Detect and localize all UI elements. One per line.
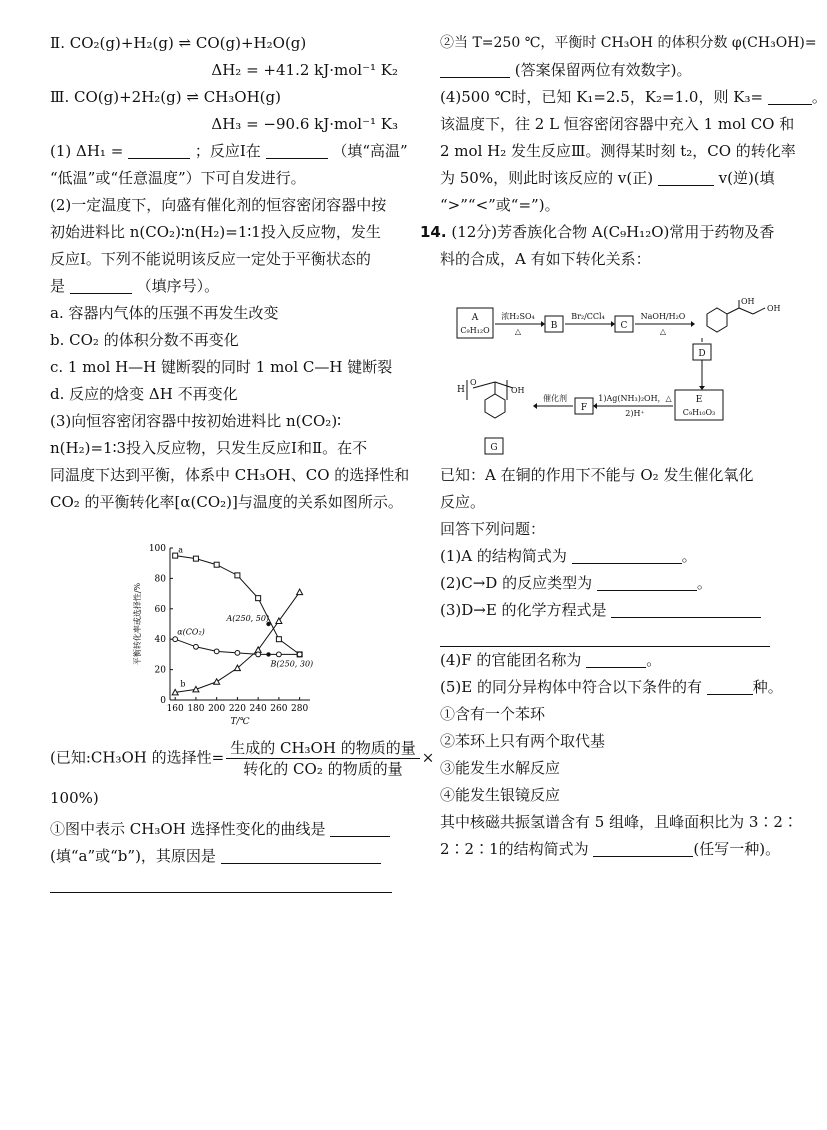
- sub1-line-2: [50, 843, 402, 870]
- annotation-label: A(250, 50): [226, 614, 270, 623]
- part4-text: (4)F 的官能团名称为: [440, 651, 582, 669]
- x-tick-label: 240: [249, 704, 267, 714]
- sub2-line-2: [440, 57, 780, 84]
- q4-text-e: v(逆)(填: [718, 169, 775, 187]
- q4-text-a: (4)500 ℃时，已知 K₁=2.5，K₂=1.0，则 K₃=: [440, 88, 764, 106]
- diol-oh-2: OH: [767, 304, 781, 313]
- q1-text-c: （填“高温”: [332, 142, 408, 160]
- part5-blank[interactable]: [707, 678, 753, 695]
- part-3: [440, 597, 780, 624]
- x-tick-label: 180: [187, 704, 205, 714]
- q2-text-d: 是: [50, 277, 66, 295]
- sub1-line-1: [50, 816, 402, 843]
- fraction-denominator: 转化的 CO₂ 的物质的量: [243, 760, 403, 778]
- arrow-fg-catalyst: 催化剂: [543, 394, 567, 403]
- condition-2: ②苯环上只有两个取代基: [440, 732, 606, 750]
- fraction-numerator: 生成的 CH₃OH 的物质的量: [226, 738, 420, 759]
- point-alpha: [214, 649, 219, 654]
- x-tick-label: 220: [228, 704, 247, 714]
- part-5: [440, 674, 783, 701]
- part3-text: (3)D→E 的化学方程式是: [440, 601, 607, 619]
- question-14-number: 14.: [420, 223, 447, 241]
- arrow3-condition: △: [659, 327, 667, 336]
- point-a: [256, 596, 261, 601]
- q3-line-4: CO₂ 的平衡转化率[α(CO₂)]与温度的关系如图所示。: [50, 493, 403, 511]
- q4-text-d: 为 50%，则此时该反应的 v(正): [440, 169, 654, 187]
- reaction-3-enthalpy: ΔH₃ = −90.6 kJ·mol⁻¹ K₃: [211, 115, 398, 133]
- chart-axes: [149, 544, 310, 714]
- box-d-label: D: [698, 349, 706, 359]
- definition-times: ×: [421, 748, 435, 767]
- part3-blank[interactable]: [611, 601, 761, 618]
- annotation-label: B(250, 30): [270, 659, 314, 669]
- polymer-h: H: [457, 385, 465, 395]
- x-axis-label: T/℃: [230, 717, 250, 727]
- option-c: c. 1 mol H—H 键断裂的同时 1 mol C—H 键断裂: [50, 358, 393, 376]
- q1-answer-blank-2[interactable]: [266, 142, 328, 159]
- selectivity-fraction: [226, 738, 420, 779]
- sub1-reason-blank[interactable]: [221, 847, 381, 864]
- y-tick-label: 100: [148, 544, 166, 554]
- q1-answer-blank-1[interactable]: [128, 142, 190, 159]
- q4-answer-blank-2[interactable]: [658, 169, 714, 186]
- chart-series: [172, 553, 302, 695]
- part5-unit: 种。: [752, 678, 783, 696]
- nmr-line-1: 其中核磁共振氢谱含有 5 组峰，且峰面积比为 3∶2∶: [440, 813, 798, 831]
- sub1-reason-blank-line[interactable]: [50, 870, 392, 893]
- nmr-text-b: 2∶2∶1的结构简式为: [440, 840, 589, 858]
- option-a: a. 容器内气体的压强不再发生改变: [50, 304, 279, 322]
- part5-text: (5)E 的同分异构体中符合以下条件的有: [440, 678, 702, 696]
- point-alpha: [173, 637, 178, 642]
- q14-line-2: 料的合成，A 有如下转化关系：: [440, 250, 651, 268]
- box-a-label: A: [471, 313, 479, 323]
- q1-line-2: “低温”或“任意温度”）下可自发进行。: [50, 169, 306, 187]
- benzene-ring-diol: [707, 308, 727, 332]
- sub1-text-b: (填“a”或“b”)，其原因是: [50, 847, 216, 865]
- x-tick-label: 200: [208, 704, 226, 714]
- series-label-alpha: α(CO₂): [177, 627, 205, 637]
- option-d: d. 反应的焓变 ΔH 不再变化: [50, 385, 238, 403]
- q2-line-4: [50, 273, 402, 300]
- y-axis-label: 平衡转化率或选择性/%: [133, 582, 142, 666]
- point-alpha: [297, 652, 302, 657]
- q1-text-b: ；反应Ⅰ在: [194, 142, 261, 160]
- box-b-label: B: [550, 321, 558, 331]
- q4-line-1: [440, 84, 827, 111]
- y-tick-label: 60: [154, 604, 166, 615]
- definition-prefix: (已知:CH₃OH 的选择性=: [50, 748, 225, 767]
- annotation-point: [266, 652, 270, 656]
- box-c-label: C: [620, 321, 628, 331]
- condition-1: ①含有一个苯环: [440, 705, 546, 723]
- series-line-b: [175, 592, 299, 692]
- x-tick-label: 260: [270, 704, 288, 714]
- part1-end: 。: [681, 547, 697, 565]
- condition-4: ④能发生银镜反应: [440, 786, 561, 804]
- arrow-ef-acid: 2)H⁺: [625, 409, 645, 418]
- part2-text: (2)C→D 的反应类型为: [440, 574, 593, 592]
- q4-line-5: “>”“<”或“=”)。: [440, 196, 560, 214]
- arrow1-condition: △: [514, 327, 522, 336]
- point-b: [214, 679, 220, 685]
- part2-end: 。: [696, 574, 712, 592]
- sub2-text-b: (答案保留两位有效数字)。: [514, 61, 692, 79]
- box-e-label: E: [695, 395, 703, 405]
- arrow3-reagent: NaOH/H₂O: [640, 312, 686, 321]
- series-label-b: b: [180, 679, 186, 689]
- definition-percent: 100%): [50, 789, 99, 807]
- part3-blank-line[interactable]: [440, 624, 770, 647]
- y-tick-label: 20: [154, 665, 166, 676]
- q14-text-a: (12分)芳香族化合物 A(C₉H₁₂O)常用于药物及香: [451, 223, 775, 241]
- y-tick-label: 40: [154, 635, 166, 646]
- part4-end: 。: [646, 651, 662, 669]
- q2-line-2: 初始进料比 n(CO₂)∶n(H₂)=1∶1投入反应物，发生: [50, 223, 381, 241]
- q3-line-1: (3)向恒容密闭容器中按初始进料比 n(CO₂)∶: [50, 412, 342, 430]
- box-f-label: F: [580, 403, 588, 413]
- option-b: b. CO₂ 的体积分数不再变化: [50, 331, 239, 349]
- sub1-answer-blank[interactable]: [330, 820, 390, 837]
- q1-text-a: (1) ΔH₁ =: [50, 142, 124, 160]
- point-a: [193, 556, 198, 561]
- part2-blank[interactable]: [597, 574, 697, 591]
- reaction-2-equation: Ⅱ. CO₂(g)+H₂(g) ⇌ CO(g)+H₂O(g): [50, 34, 307, 52]
- left-column: [50, 30, 410, 516]
- x-tick-label: 160: [166, 704, 184, 714]
- point-alpha: [194, 644, 199, 649]
- part4-blank[interactable]: [586, 651, 646, 668]
- known-a-line: 已知：A 在铜的作用下不能与 O₂ 发生催化氧化: [440, 466, 754, 484]
- q4-line-3: 2 mol H₂ 发生反应Ⅲ。测得某时刻 t₂，CO 的转化率: [440, 142, 796, 160]
- nmr-text-c: (任写一种)。: [693, 840, 781, 858]
- question-1: [50, 138, 408, 165]
- point-alpha: [276, 652, 281, 657]
- selectivity-definition: [50, 738, 435, 779]
- answer-heading: 回答下列问题：: [440, 520, 546, 538]
- point-a: [235, 573, 240, 578]
- q2-line-1: (2)一定温度下，向盛有催化剂的恒容密闭容器中按: [50, 196, 387, 214]
- q4-line-4: [440, 165, 780, 192]
- box-e-formula: C₉H₁₀O₃: [682, 408, 716, 417]
- reaction-3-equation: Ⅲ. CO(g)+2H₂(g) ⇌ CH₃OH(g): [50, 88, 281, 106]
- point-a: [214, 562, 219, 567]
- point-alpha: [256, 652, 261, 657]
- selectivity-chart: [130, 540, 320, 735]
- left-bottom: [50, 738, 435, 893]
- reaction-2-enthalpy: ΔH₂ = +41.2 kJ·mol⁻¹ K₂: [211, 61, 398, 79]
- q3-line-3: 同温度下达到平衡，体系中 CH₃OH、CO 的选择性和: [50, 466, 410, 484]
- polymer-o: O: [470, 378, 477, 387]
- q4-end-mark: 。: [811, 88, 827, 106]
- box-g-label: G: [490, 443, 498, 453]
- point-a: [173, 553, 178, 558]
- benzene-ring-polymer: [485, 394, 505, 418]
- y-tick-label: 80: [154, 574, 166, 585]
- arrow-ef-reagent: 1)Ag(NH₃)₂OH，△: [598, 394, 672, 403]
- point-a: [276, 637, 281, 642]
- q2-line-3: 反应Ⅰ。下列不能说明该反应一定处于平衡状态的: [50, 250, 371, 268]
- q4-answer-blank-1[interactable]: [768, 88, 812, 105]
- arrow1-reagent: 浓H₂SO₄: [501, 312, 535, 321]
- reaction-scheme: [455, 297, 785, 460]
- point-alpha: [235, 650, 240, 655]
- right-column: [420, 30, 827, 273]
- q2-text-e: （填序号）。: [136, 277, 220, 295]
- q4-line-2: 该温度下，往 2 L 恒容密闭容器中充入 1 mol CO 和: [440, 115, 795, 133]
- sub1-text-a: ①图中表示 CH₃OH 选择性变化的曲线是: [50, 820, 326, 838]
- arrow2-reagent: Br₂/CCl₄: [571, 312, 605, 321]
- nmr-blank[interactable]: [593, 840, 693, 857]
- sub2-answer-blank[interactable]: [440, 61, 510, 78]
- part-4: [440, 647, 780, 674]
- condition-3: ③能发生水解反应: [440, 759, 561, 777]
- q14-line-1: [420, 219, 780, 246]
- diol-oh-1: OH: [741, 297, 755, 306]
- polymer-oh: OH: [511, 386, 525, 395]
- nmr-line-2: [440, 836, 780, 863]
- part-1: [440, 543, 780, 570]
- x-tick-label: 280: [291, 704, 309, 714]
- part1-blank[interactable]: [572, 547, 682, 564]
- q2-answer-blank[interactable]: [70, 277, 132, 294]
- part-2: [440, 570, 780, 597]
- series-label-a: a: [178, 545, 184, 555]
- part1-text: (1)A 的结构简式为: [440, 547, 567, 565]
- right-bottom: [440, 462, 798, 863]
- known-b-line: 反应。: [440, 493, 486, 511]
- y-tick-label: 0: [160, 696, 166, 706]
- sub2-line-1: ②当 T=250 ℃，平衡时 CH₃OH 的体积分数 φ(CH₃OH)=: [440, 35, 817, 51]
- box-a-formula: C₉H₁₂O: [460, 326, 490, 335]
- point-b: [297, 589, 303, 595]
- q3-line-2: n(H₂)=1∶3投入反应物，只发生反应Ⅰ和Ⅱ。在不: [50, 439, 368, 457]
